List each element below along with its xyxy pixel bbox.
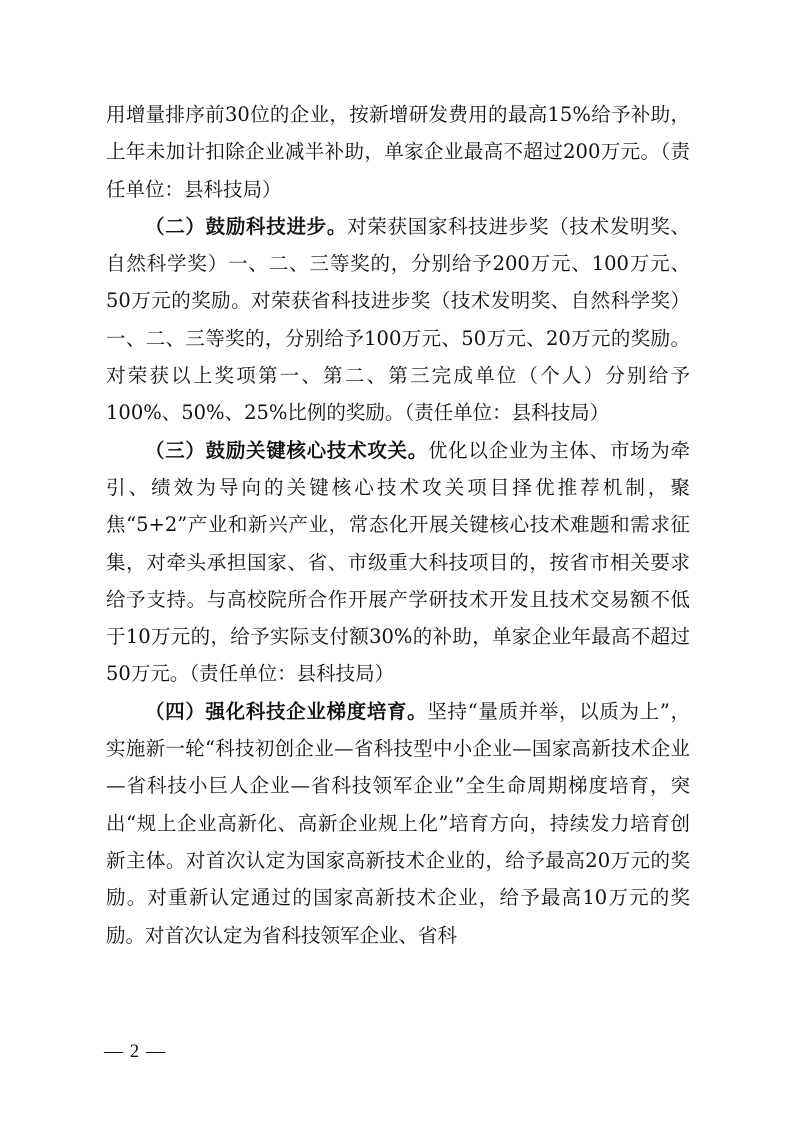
section-heading-2: （二）鼓励科技进步。 (145, 214, 348, 238)
paragraph-4 (106, 693, 690, 954)
paragraph-4-text: 坚持“量质并举，以质为上”，实施新一轮“科技初创企业—省科技型中小企业—国家高新技术企业—省科技小巨人企业—省科技领军企业”全生命周期梯度培育，突出“规上企业高新化、高新企业规上化”培育方向，持续发力培育创新主体。对首次认定为国家高新技术企业的，给予最高20万元的奖励。对重新认定通过的国家高新技术企业，给予最高10万元的奖励。对首次认定为省科技领军企业、省科 (106, 699, 690, 947)
page-number: — 2 — (104, 1041, 166, 1062)
section-heading-3: （三）鼓励关键核心技术攻关。 (145, 438, 428, 462)
paragraph-2 (106, 208, 690, 432)
paragraph-1 (106, 96, 690, 208)
paragraph-3 (106, 432, 690, 693)
paragraph-3-text: 优化以企业为主体、市场为牵引、绩效为导向的关键核心技术攻关项目择优推荐机制，聚焦“5+2”产业和新兴产业，常态化开展关键核心技术难题和需求征集，对牵头承担国家、省、市级重大科技项目的，按省市相关要求给予支持。与高校院所合作开展产学研技术开发且技术交易额不低于10万元的，给予实际支付额30%的补助，单家企业年最高不超过50万元。（责任单位：县科技局） (106, 438, 690, 686)
section-heading-4: （四）强化科技企业梯度培育。 (145, 699, 428, 723)
paragraph-2-text: 对荣获国家科技进步奖（技术发明奖、自然科学奖）一、二、三等奖的，分别给予200万元、100万元、50万元的奖励。对荣获省科技进步奖（技术发明奖、自然科学奖）一、二、三等奖的，分别给予100万元、50万元、20万元的奖励。对荣获以上奖项第一、第二、第三完成单位（个人）分别给予100%、50%、25%比例的奖励。（责任单位：县科技局） (106, 214, 690, 425)
paragraph-1-text: 用增量排序前30位的企业，按新增研发费用的最高15%给予补助，上年未加计扣除企业减半补助，单家企业最高不超过200万元。（责任单位：县科技局） (106, 103, 690, 201)
document-body (106, 96, 690, 954)
